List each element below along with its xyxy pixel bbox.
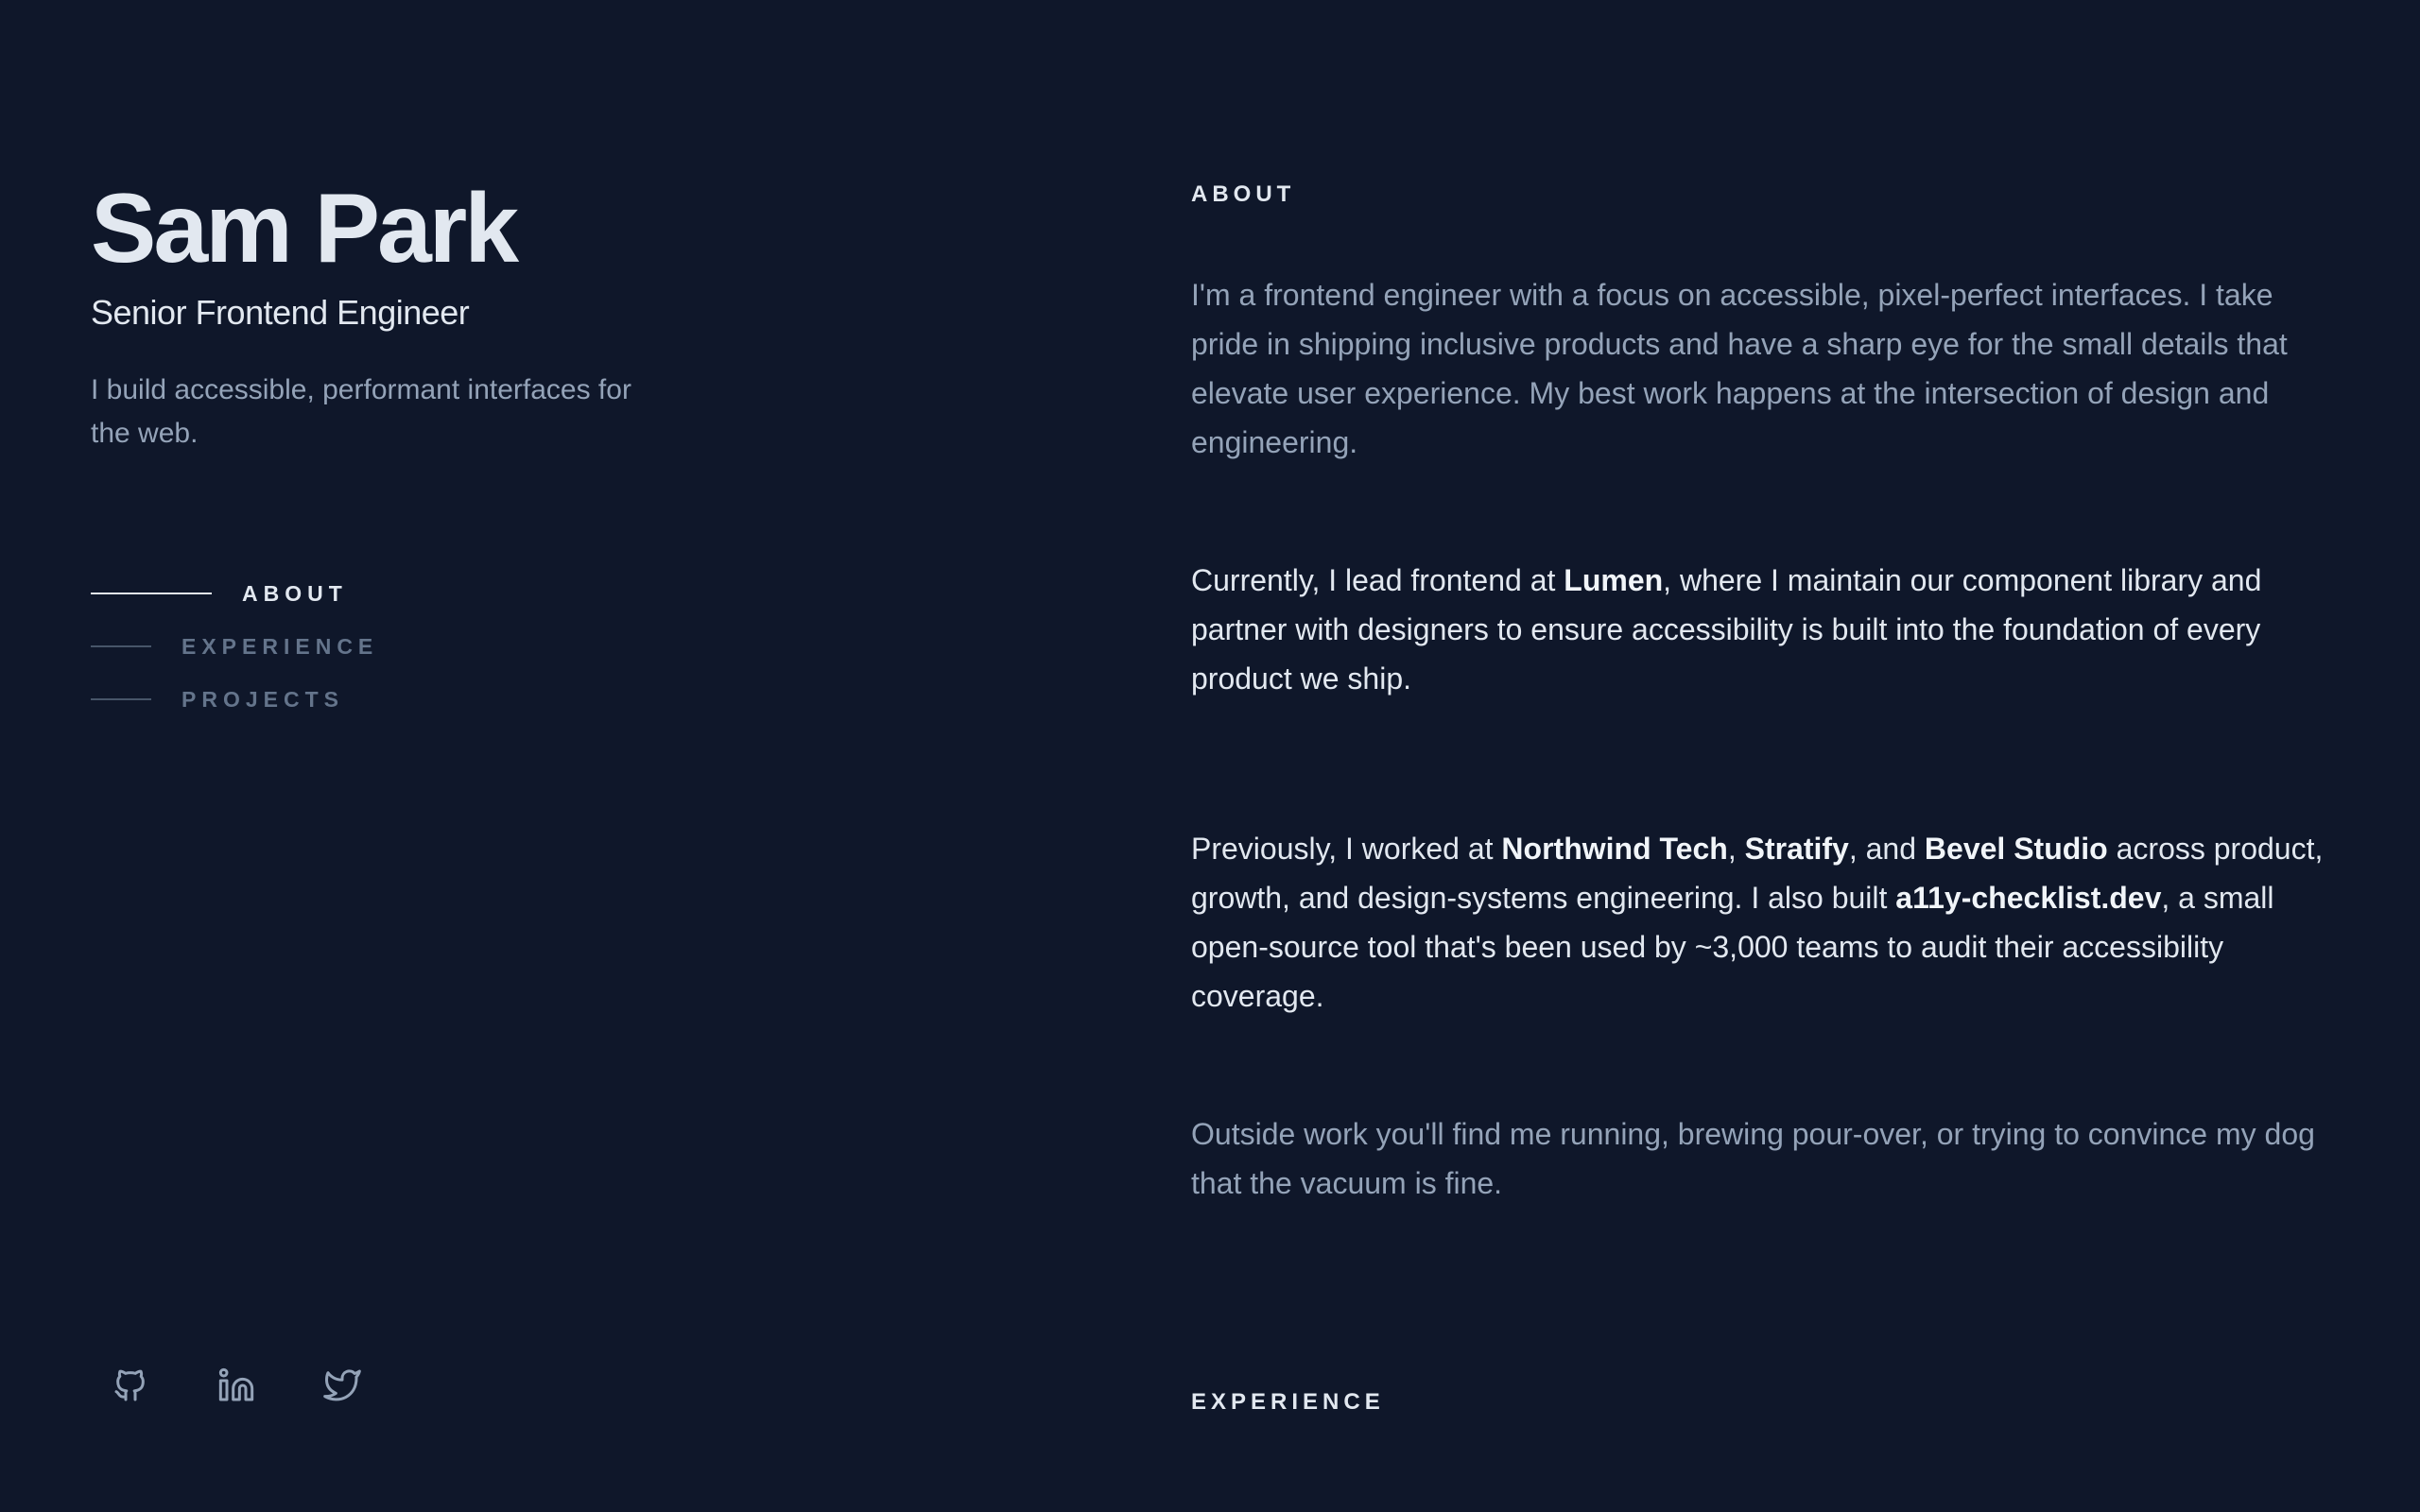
nav-indicator-line (91, 698, 151, 700)
profile-role: Senior Frontend Engineer (91, 293, 470, 332)
nav-item-projects[interactable] (91, 673, 378, 726)
nav-indicator-line (91, 593, 212, 594)
main-content (1191, 0, 2335, 1512)
nav-item-about[interactable] (91, 567, 378, 620)
twitter-link[interactable] (318, 1361, 367, 1410)
company-name: Northwind Tech (1501, 832, 1728, 866)
social-links (106, 1361, 367, 1410)
about-paragraph-previous (1191, 824, 2335, 1021)
text-span: across product, growth, and design-systems engineering. I also built (1191, 832, 2324, 915)
github-icon (112, 1366, 149, 1404)
about-paragraph-current (1191, 556, 2335, 703)
profile-name: Sam Park (91, 174, 517, 284)
linkedin-link[interactable] (212, 1361, 261, 1410)
experience-heading: EXPERIENCE (1191, 1389, 1385, 1415)
about-paragraph-personal: Outside work you'll find me running, brewing pour-over, or trying to convince my dog that the vacuum is fine. (1191, 1117, 2315, 1200)
text-span: , a small open-source tool that's been used by ~3,000 teams to audit their accessibility coverage. (1191, 881, 2274, 1013)
nav-item-experience[interactable] (91, 620, 378, 673)
text-span: , where I maintain our component library and partner with designers to ensure accessibility is built into the foundation of every product we ship. (1191, 563, 2262, 696)
linkedin-icon (217, 1366, 255, 1404)
about-paragraph-intro: I'm a frontend engineer with a focus on accessible, pixel-perfect interfaces. I take pride in shipping inclusive products and have a sharp eye for the small details that elevate user experience. My best work happens at the intersection of design and engineering. (1191, 278, 2288, 459)
github-link[interactable] (106, 1361, 155, 1410)
company-name: Stratify (1744, 832, 1849, 866)
text-span: , (1727, 832, 1745, 866)
twitter-icon (323, 1366, 361, 1404)
nav-indicator-line (91, 645, 151, 647)
profile-sidebar (91, 0, 1036, 1512)
nav-item-label: EXPERIENCE (182, 633, 379, 659)
text-span: Currently, I lead frontend at (1191, 563, 1564, 597)
project-name: a11y-checklist.dev (1895, 881, 2162, 915)
section-nav (91, 567, 378, 726)
nav-item-label: PROJECTS (182, 686, 344, 712)
profile-tagline: I build accessible, performant interfaces for the web. (91, 374, 631, 449)
about-heading: ABOUT (1191, 181, 1296, 207)
text-span: Previously, I worked at (1191, 832, 1502, 866)
nav-item-label: ABOUT (242, 580, 348, 606)
company-name: Bevel Studio (1924, 832, 2108, 866)
company-name: Lumen (1564, 563, 1664, 597)
text-span: , and (1848, 832, 1925, 866)
